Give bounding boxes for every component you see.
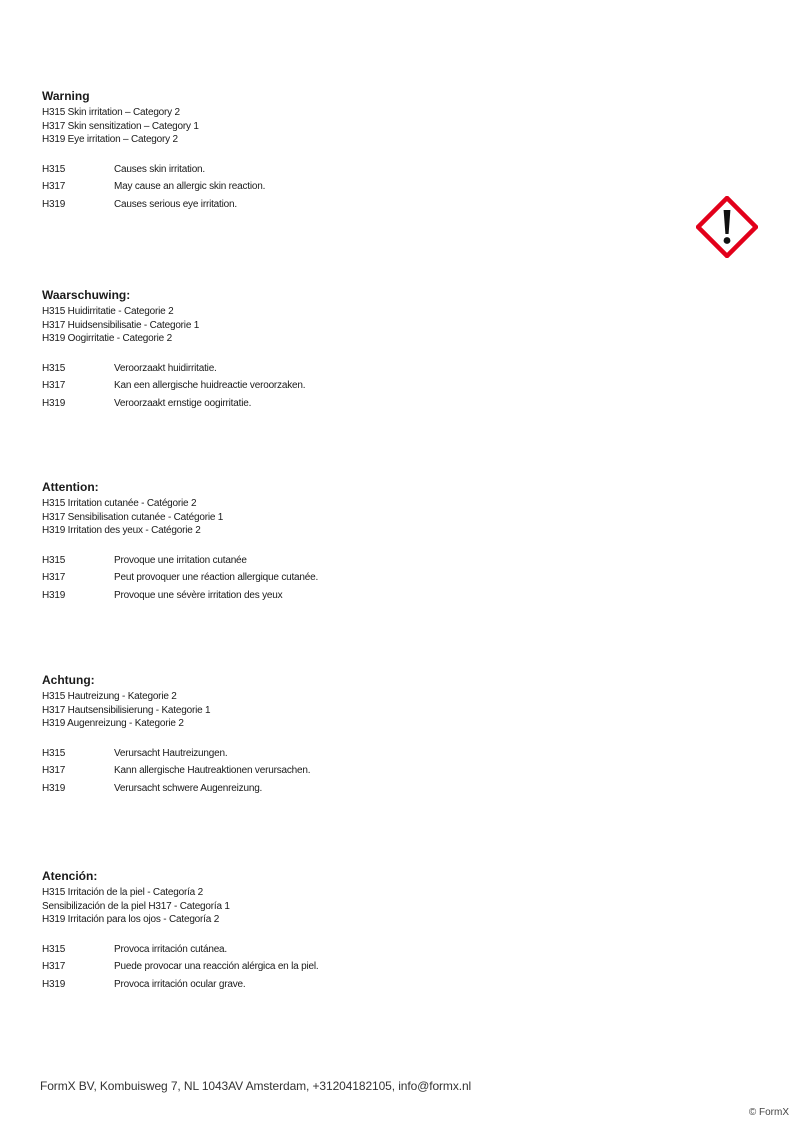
hazard-text: Peut provoquer une réaction allergique cutanée. — [114, 572, 319, 583]
hazard-statement — [42, 360, 682, 378]
hazard-statement — [42, 178, 682, 196]
classification-line: H317 Sensibilisation cutanée - Catégorie 1 — [42, 511, 224, 523]
hazard-statement — [42, 196, 682, 214]
ghs07-exclamation-mark-icon — [696, 196, 758, 258]
hazard-statements — [42, 552, 682, 605]
hazard-statements — [42, 360, 682, 413]
hazard-code: H315 — [42, 163, 66, 175]
hazard-text: Veroorzaakt ernstige oogirritatie. — [114, 397, 252, 409]
hazard-statement — [42, 161, 682, 179]
hazard-code: H319 — [42, 589, 66, 601]
hazard-code: H317 — [42, 572, 66, 583]
hazard-statement — [42, 377, 682, 395]
classification-line: H319 Irritation des yeux - Catégorie 2 — [42, 525, 201, 536]
hazard-code: H319 — [42, 978, 66, 990]
hazard-text: Provoca irritación cutánea. — [114, 943, 227, 955]
classification-line: H315 Huidirritatie - Categorie 2 — [42, 306, 174, 317]
hazard-text: Provoca irritación ocular grave. — [114, 978, 246, 990]
section-warning-en — [42, 89, 682, 213]
classification-line: H315 Hautreizung - Kategorie 2 — [42, 691, 177, 702]
section-title: Waarschuwing: — [42, 288, 131, 302]
hazard-text: Kann allergische Hautreaktionen verursachen. — [114, 765, 311, 776]
hazard-statement — [42, 569, 682, 587]
classification-line: H319 Irritación para los ojos - Categoría 2 — [42, 914, 220, 925]
copyright-notice: © FormX — [748, 1107, 789, 1118]
section-title: Attention: — [42, 480, 99, 494]
classification-line: H317 Huidsensibilisatie - Categorie 1 — [42, 319, 200, 331]
section-title: Atención: — [42, 869, 98, 883]
hazard-code: H315 — [42, 362, 66, 374]
hazard-text: Causes serious eye irritation. — [114, 198, 237, 210]
hazard-statement — [42, 976, 682, 994]
hazard-text: Provoque une irritation cutanée — [114, 554, 247, 566]
hazard-code: H317 — [42, 181, 66, 192]
classification-line: H315 Irritation cutanée - Catégorie 2 — [42, 498, 197, 509]
hazard-statements — [42, 745, 682, 798]
hazard-statement — [42, 762, 682, 780]
classification-line: H319 Oogirritatie - Categorie 2 — [42, 333, 172, 344]
hazard-code: H315 — [42, 943, 66, 955]
hazard-code: H319 — [42, 397, 66, 409]
hazard-statement — [42, 587, 682, 605]
hazard-text: Kan een allergische huidreactie veroorzaken. — [114, 380, 306, 391]
hazard-statement — [42, 552, 682, 570]
hazard-code: H319 — [42, 782, 66, 794]
hazard-text: Causes skin irritation. — [114, 163, 205, 175]
classification-line: H317 Skin sensitization – Category 1 — [42, 120, 199, 132]
hazard-code: H319 — [42, 198, 66, 210]
section-title: Warning — [42, 89, 90, 103]
hazard-text: Verursacht Hautreizungen. — [114, 747, 228, 759]
hazard-code: H317 — [42, 765, 66, 776]
section-warning-nl — [42, 288, 682, 412]
hazard-text: Provoque une sévère irritation des yeux — [114, 589, 283, 601]
hazard-text: Veroorzaakt huidirritatie. — [114, 362, 217, 374]
hazard-statements — [42, 941, 682, 994]
hazard-code: H317 — [42, 380, 66, 391]
hazard-statement — [42, 780, 682, 798]
section-warning-de — [42, 673, 682, 797]
section-warning-es — [42, 869, 682, 993]
footer-address: FormX BV, Kombuisweg 7, NL 1043AV Amsterdam, +31204182105, info@formx.nl — [40, 1079, 472, 1093]
classification-line: H315 Irritación de la piel - Categoría 2 — [42, 887, 203, 898]
hazard-text: Puede provocar una reacción alérgica en la piel. — [114, 961, 319, 972]
hazard-statements — [42, 161, 682, 214]
classification-line: Sensibilización de la piel H317 - Categoría 1 — [42, 900, 230, 912]
section-warning-fr — [42, 480, 682, 604]
hazard-statement — [42, 958, 682, 976]
section-title: Achtung: — [42, 673, 95, 687]
classification-line: H319 Eye irritation – Category 2 — [42, 134, 178, 145]
hazard-text: Verursacht schwere Augenreizung. — [114, 782, 263, 794]
hazard-text: May cause an allergic skin reaction. — [114, 181, 266, 192]
hazard-code: H317 — [42, 961, 66, 972]
hazard-code: H315 — [42, 747, 66, 759]
hazard-code: H315 — [42, 554, 66, 566]
hazard-statement — [42, 745, 682, 763]
classification-line: H317 Hautsensibilisierung - Kategorie 1 — [42, 704, 211, 716]
hazard-statement — [42, 941, 682, 959]
classification-line: H319 Augenreizung - Kategorie 2 — [42, 718, 184, 729]
classification-line: H315 Skin irritation – Category 2 — [42, 107, 180, 118]
hazard-statement — [42, 395, 682, 413]
